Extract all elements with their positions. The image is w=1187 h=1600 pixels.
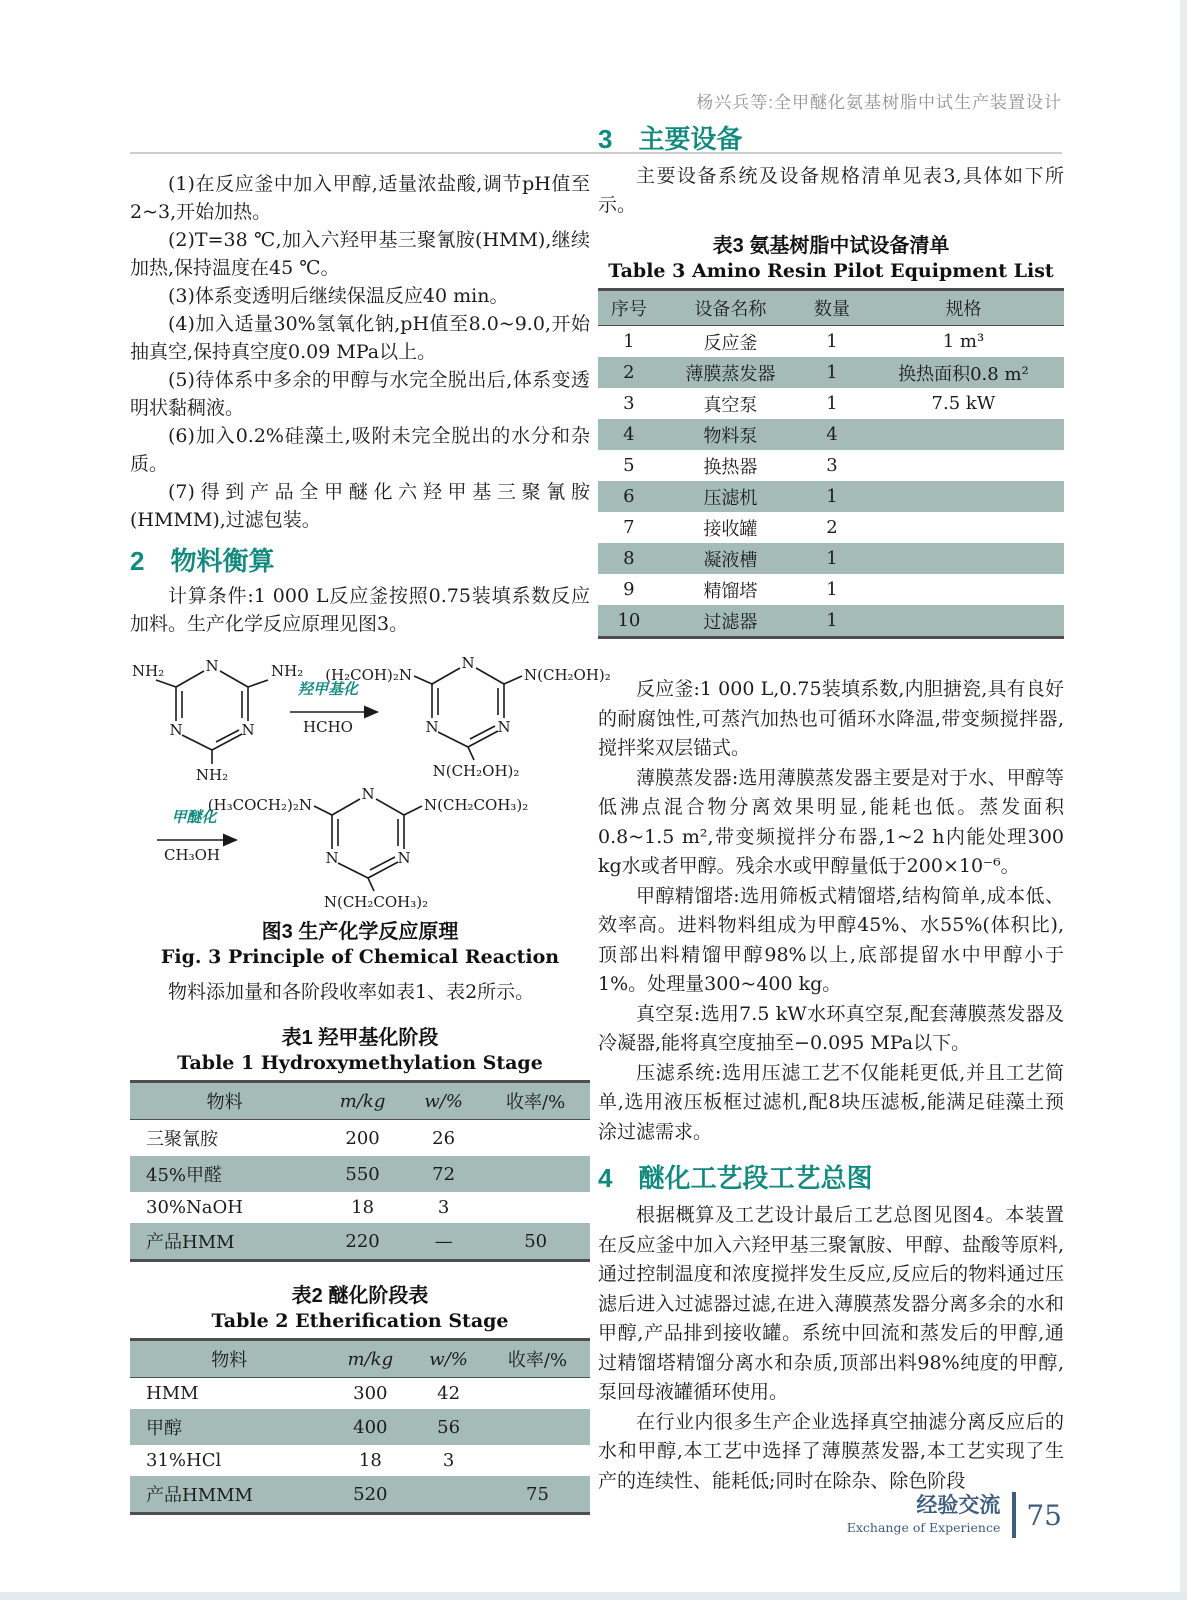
substituent-label: (H₃COCH₂)₂N [207,796,312,814]
paragraph: (7)得到产品全甲醚化六羟甲基三聚氰胺(HMMM),过滤包装。 [130,481,590,531]
table2-title-en: Table 2 Etherification Stage [211,1310,509,1332]
table-cell [863,605,1064,638]
equipment-paragraphs [598,675,1064,1147]
table-cell: 3 [442,1450,455,1471]
table-row [130,1476,590,1514]
column-header: 数量 [813,299,850,320]
table-cell: 1 [826,610,838,631]
table-cell: 真空泵 [703,394,758,416]
table-cell [481,1192,590,1223]
table-cell [863,481,1064,512]
table-cell [412,1476,485,1514]
paragraph: (6)加入0.2%硅藻土,吸附未完全脱出的水分和杂质。 [130,425,590,475]
column-header: 序号 [610,299,647,320]
table-cell: 220 [345,1230,380,1252]
table-cell: 3 [623,393,635,414]
table-cell: 3 [826,455,838,476]
reagent-label: CH₃OH [164,846,220,864]
table-cell: 200 [345,1127,380,1149]
paragraph: (5)待体系中多余的甲醇与水完全脱出后,体系变透明状黏稠液。 [130,369,590,419]
table-cell [863,419,1064,450]
table-cell: 4 [826,424,838,445]
table-row [130,1445,590,1476]
table-row [598,605,1064,638]
section2-intro: 计算条件:1 000 L反应釜按照0.75装填系数反应加料。生产化学反应原理见图3。 [130,585,590,635]
ring-atom-label: N [205,657,219,675]
table-cell [485,1409,590,1445]
table-cell [485,1378,590,1410]
table-cell: 1 m³ [942,331,985,352]
table2-title-zh: 表2 醚化阶段表 [291,1285,429,1307]
table-row [598,512,1064,543]
page-number: 75 [1026,1498,1062,1532]
column-header: 规格 [945,299,982,320]
table-cell: 6 [623,486,635,507]
section-title: 醚化工艺段工艺总图 [638,1163,873,1193]
paragraph: 真空泵:选用7.5 kW水环真空泵,配套薄膜蒸发器及冷凝器,能将真空度抽至−0.095 MPa以下。 [598,1002,1064,1054]
table-3-equipment-list [598,288,1064,639]
table-cell: 10 [617,610,641,631]
table-cell: 3 [437,1197,450,1218]
arrow-head-1 [364,706,379,719]
table-cell [863,512,1064,543]
table-cell: 520 [353,1483,388,1505]
table1-title-zh: 表1 羟甲基化阶段 [281,1027,439,1049]
table-cell: 50 [524,1230,548,1252]
section-heading-main-equipment [598,126,1064,152]
footer-divider-bar [1012,1492,1016,1538]
substituent-label: N(CH₂OH)₂ [432,762,520,780]
table-cell: 压滤机 [703,487,758,509]
table-1-hydroxymethylation [130,1080,590,1262]
table3-title-zh: 表3 氨基树脂中试设备清单 [712,235,950,257]
table-row [130,1378,590,1410]
table-cell: 产品HMM [146,1232,235,1253]
section3-intro: 主要设备系统及设备规格清单见表3,具体如下所示。 [598,165,1064,216]
table-cell: 31%HCl [146,1450,222,1471]
table-cell: 三聚氰胺 [146,1129,218,1150]
table-row [130,1120,590,1157]
table1-title-en: Table 1 Hydroxymethylation Stage [177,1052,543,1074]
table-row [130,1156,590,1192]
table-cell [863,450,1064,481]
substituent-label: N(CH₂COH₃)₂ [424,796,529,814]
table-cell: 1 [826,579,838,600]
table-cell [863,574,1064,605]
paragraph: (2)T=38 ℃,加入六羟甲基三聚氰胺(HMM),继续加热,保持温度在45 ℃。 [130,229,590,279]
table-row [598,419,1064,450]
page-footer [640,1492,1062,1538]
ring-atom-label: N [241,721,255,739]
paragraph: (1)在反应釜中加入甲醇,适量浓盐酸,调节pH值至2~3,开始加热。 [130,173,590,223]
ring-atom-label: N [497,718,511,736]
right-column [598,120,1064,1496]
table-cell: — [434,1230,453,1252]
table-row [598,357,1064,388]
table-cell: 过滤器 [703,611,758,633]
column-header: w/% [424,1090,463,1112]
footer-label-en: Exchange of Experience [846,1520,1001,1535]
procedure-steps [130,170,590,534]
column-header: 物料 [206,1092,243,1113]
reagent-label: HCHO [303,718,353,736]
ring-atom-label: N [169,721,183,739]
section-heading-process-diagram [598,1165,1064,1191]
page-edge-bottom [0,1592,1187,1600]
table-cell: 换热器 [703,456,758,478]
table-header-row [130,1082,590,1120]
tables-intro: 物料添加量和各阶段收率如表1、表2所示。 [168,981,535,1003]
column-header: 物料 [211,1350,248,1371]
ring-atom-label: N [325,849,339,867]
table-header-row [598,290,1064,326]
table-row [598,326,1064,358]
table-cell: 300 [353,1383,388,1404]
section-number: 3 [598,124,613,154]
footer-column-labels [847,1494,1001,1536]
table-row [598,481,1064,512]
figure-caption-zh: 图3 生产化学反应原理 [261,921,459,943]
table-cell: 精馏塔 [703,580,758,602]
table-cell: HMM [146,1383,199,1404]
column-header: 收率/% [506,1092,566,1113]
footer-label-zh: 经验交流 [916,1494,1001,1517]
paragraph: (4)加入适量30%氢氧化钠,pH值至8.0~9.0,开始抽真空,保持真空度0.09 MPa以上。 [130,313,590,363]
table-cell: 甲醇 [146,1418,182,1439]
table-cell: 换热面积0.8 m² [898,363,1029,385]
table-2-etherification [130,1338,590,1515]
ring-atom-label: N [461,654,475,672]
table-cell: 1 [826,548,838,569]
table-cell: 72 [432,1163,456,1185]
section-title: 物料衡算 [170,546,275,576]
figure-3-reaction-scheme [130,640,611,918]
table-row [598,543,1064,574]
page-edge-right [1180,0,1187,1600]
table-cell: 1 [826,362,838,383]
ring-atom-label: N [361,785,375,803]
table-cell: 1 [826,331,838,352]
substituent-label: NH₂ [195,766,229,784]
paragraph: 压滤系统:选用压滤工艺不仅能耗更低,并且工艺简单,选用液压板框过滤机,配8块压滤板,能满足硅藻土预涂过滤需求。 [598,1061,1064,1143]
column-header: m/kg [339,1090,386,1112]
column-header: m/kg [347,1348,394,1370]
table-cell [481,1156,590,1192]
table-cell: 7.5 kW [931,393,996,414]
paragraph: (3)体系变透明后继续保温反应40 min。 [168,285,509,307]
paragraph: 在行业内很多生产企业选择真空抽滤分离反应后的水和甲醇,本工艺中选择了薄膜蒸发器,本工艺实现了生产的连续性、能耗低;同时在除杂、除色阶段 [598,1410,1064,1492]
reaction-step-label: 羟甲基化 [297,680,359,698]
table-row [598,574,1064,605]
table-row [130,1223,590,1261]
table-cell: 5 [623,455,635,476]
table-cell [485,1445,590,1476]
table-cell: 8 [623,548,635,569]
table-cell [863,543,1064,574]
section-number: 4 [598,1163,613,1193]
ring-atom-label: N [397,849,411,867]
table-cell: 物料泵 [703,425,758,447]
table-cell: 1 [826,393,838,414]
table-cell: 9 [623,579,635,600]
table-cell: 薄膜蒸发器 [685,363,776,385]
table-row [130,1192,590,1223]
ring-atom-label: N [425,718,439,736]
table-cell: 42 [437,1383,461,1404]
substituent-label: N(CH₂COH₃)₂ [323,893,429,911]
paragraph: 根据概算及工艺设计最后工艺总图见图4。本装置在反应釜中加入六羟甲基三聚氰胺、甲醇、盐酸等原料,通过控制温度和浓度搅拌发生反应,反应后的物料通过压滤后进入过滤器过滤,在进入薄膜蒸发器分离多余的水和甲醇,产品排到接收罐。系统中回流和蒸发后的甲醇,通过精馏塔精馏分离水和杂质,顶部出料98%纯度的甲醇,泵回母液罐循环使用。 [598,1204,1064,1403]
table-cell: 反应釜 [703,332,758,354]
substituent-label: NH₂ [271,662,304,680]
table-cell: 2 [826,517,838,538]
table-row [598,450,1064,481]
table-cell: 18 [351,1197,375,1218]
substituent-label: (H₂COH)₂N [325,666,412,684]
arrow-head-2 [223,834,238,847]
substituent-label: NH₂ [132,662,165,680]
substituent-label: N(CH₂OH)₂ [524,666,611,684]
table3-title-en: Table 3 Amino Resin Pilot Equipment List [608,260,1054,282]
table-cell: 75 [526,1483,549,1505]
table-cell: 56 [437,1416,461,1438]
running-head: 杨兴兵等:全甲醚化氨基树脂中试生产装置设计 [696,93,1062,112]
table-header-row [130,1340,590,1378]
reaction-step-label: 甲醚化 [171,808,217,826]
table-cell: 550 [345,1163,380,1185]
section-number: 2 [130,546,145,576]
left-column [130,170,611,1515]
table-cell: 2 [623,362,635,383]
table-row [130,1409,590,1445]
table-cell: 30%NaOH [146,1197,243,1218]
column-header: 收率/% [507,1350,568,1371]
paragraph: 薄膜蒸发器:选用薄膜蒸发器主要是对于水、甲醇等低沸点混合物分离效果明显,能耗也低。蒸发面积0.8~1.5 m²,带变频搅拌分布器,1~2 h内能处理300 kg水或者甲醇。残余水或甲醇量低于200×10⁻⁶。 [598,766,1064,877]
section-title: 主要设备 [638,124,743,154]
table-cell [481,1120,590,1157]
table-cell: 产品HMMM [146,1485,253,1506]
table-cell: 4 [623,424,635,445]
figure-caption-en: Fig. 3 Principle of Chemical Reaction [160,946,560,968]
table-cell: 7 [623,517,635,538]
table-cell: 1 [826,486,838,507]
table-cell: 凝液槽 [703,549,758,571]
column-header: 设备名称 [694,299,767,320]
section4-paragraphs [598,1201,1064,1496]
section-heading-material-balance [130,548,590,574]
table-cell: 45%甲醛 [146,1165,223,1186]
paragraph: 反应釜:1 000 L,0.75装填系数,内胆搪瓷,具有良好的耐腐蚀性,可蒸汽加热也可循环水降温,带变频搅拌器,搅拌桨双层锚式。 [598,678,1064,759]
column-header: w/% [429,1348,468,1370]
paragraph: 甲醇精馏塔:选用筛板式精馏塔,结构简单,成本低、效率高。进料物料组成为甲醇45%、水55%(体积比),顶部出料精馏甲醇98%以上,底部提留水中甲醇小于1%。处理量300~400 kg。 [598,884,1064,995]
table-cell: 18 [358,1450,382,1471]
table-cell: 接收罐 [703,518,758,540]
table-cell: 26 [432,1127,456,1149]
table-cell: 400 [353,1416,388,1438]
table-cell: 1 [623,331,635,352]
table-row [598,388,1064,419]
